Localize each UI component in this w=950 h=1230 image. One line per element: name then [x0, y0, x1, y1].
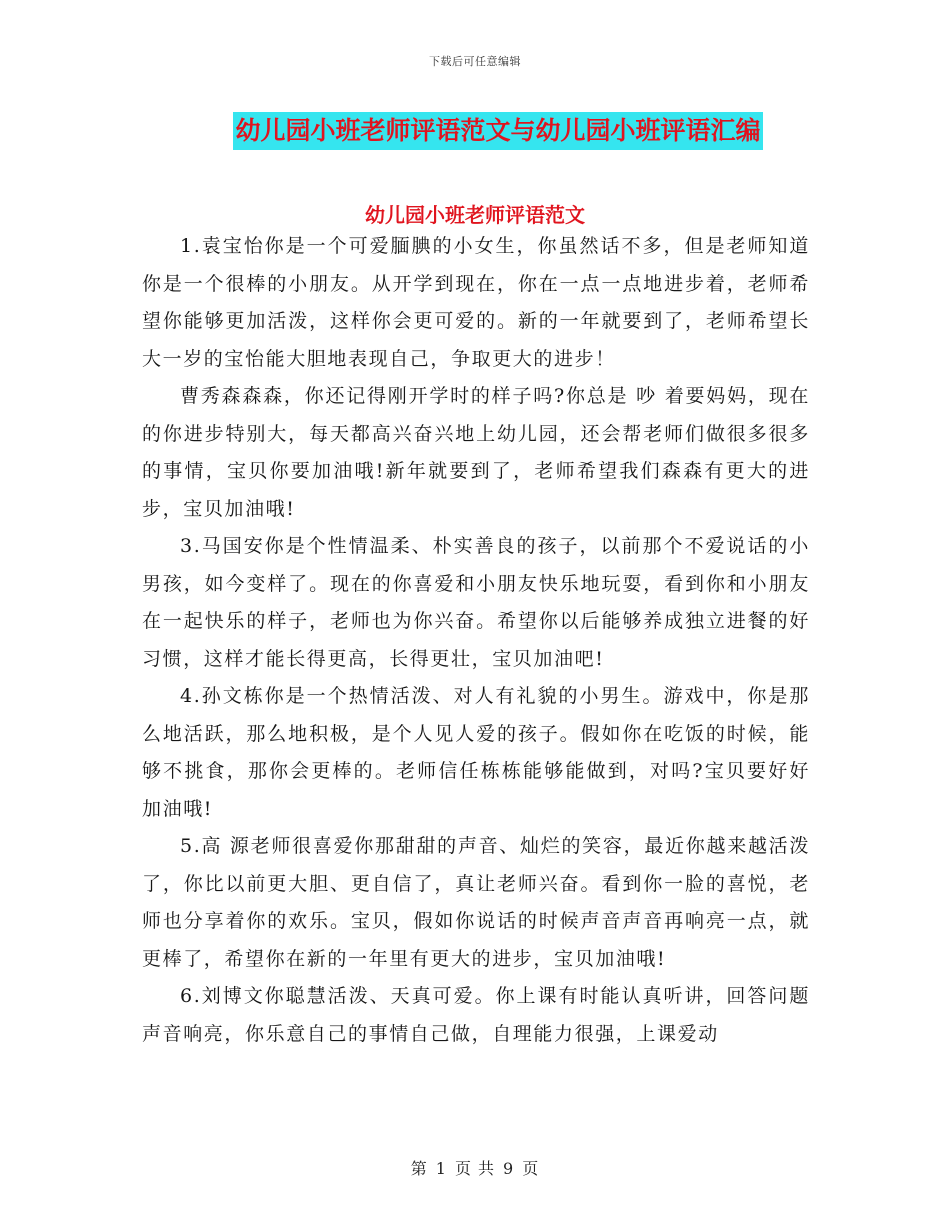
footer-mid: 页 共: [454, 1159, 496, 1178]
page-header-note: 下载后可任意编辑: [429, 55, 521, 68]
paragraph: 5.高 源老师很喜爱你那甜甜的声音、灿烂的笑容，最近你越来越活泼了，你比以前更大胆、更自信了，真让老师兴奋。看到你一脸的喜悦，老师也分享着你的欢乐。宝贝，假如你说话的时候声音声音再响亮一点，就更棒了，希望你在新的一年里有更大的进步，宝贝加油哦!: [142, 835, 810, 970]
document-title: 幼儿园小班老师评语范文与幼儿园小班评语汇编: [233, 112, 762, 150]
footer-suffix: 页: [522, 1159, 540, 1178]
page-footer: [0, 1156, 950, 1179]
paragraph: 曹秀森森森，你还记得刚开学时的样子吗?你总是 吵 着要妈妈，现在的你进步特别大，每天都高兴奋兴地上幼儿园，还会帮老师们做很多很多的事情，宝贝你要加油哦!新年就要到了，老师希望我们森森有更大的进步，宝贝加油哦!: [142, 385, 810, 520]
paragraph: 1.袁宝怡你是一个可爱腼腆的小女生，你虽然话不多，但是老师知道你是一个很棒的小朋友。从开学到现在，你在一点一点地进步着，老师希望你能够更加活泼，这样你会更可爱的。新的一年就要到了，老师希望长大一岁的宝怡能大胆地表现自己，争取更大的进步！: [142, 235, 810, 370]
document-title-container: [0, 112, 950, 150]
footer-total-pages: 9: [503, 1159, 515, 1178]
document-body: [142, 228, 810, 1053]
footer-prefix: 第: [410, 1159, 428, 1178]
paragraph: 4.孙文栋你是一个热情活泼、对人有礼貌的小男生。游戏中，你是那么地活跃，那么地积极，是个人见人爱的孩子。假如你在吃饭的时候，能够不挑食，那你会更棒的。老师信任栋栋能够能做到，对吗?宝贝要好好加油哦!: [142, 685, 810, 820]
section-title: 幼儿园小班老师评语范文: [365, 203, 585, 227]
paragraph: 3.马国安你是个性情温柔、朴实善良的孩子，以前那个不爱说话的小男孩，如今变样了。现在的你喜爱和小朋友快乐地玩耍，看到你和小朋友在一起快乐的样子，老师也为你兴奋。希望你以后能够养成独立进餐的好习惯，这样才能长得更高，长得更壮，宝贝加油吧!: [142, 535, 810, 670]
paragraph: 6.刘博文你聪慧活泼、天真可爱。你上课有时能认真听讲，回答问题声音响亮，你乐意自己的事情自己做，自理能力很强，上课爱动: [142, 985, 810, 1045]
footer-current-page: 1: [435, 1159, 447, 1178]
